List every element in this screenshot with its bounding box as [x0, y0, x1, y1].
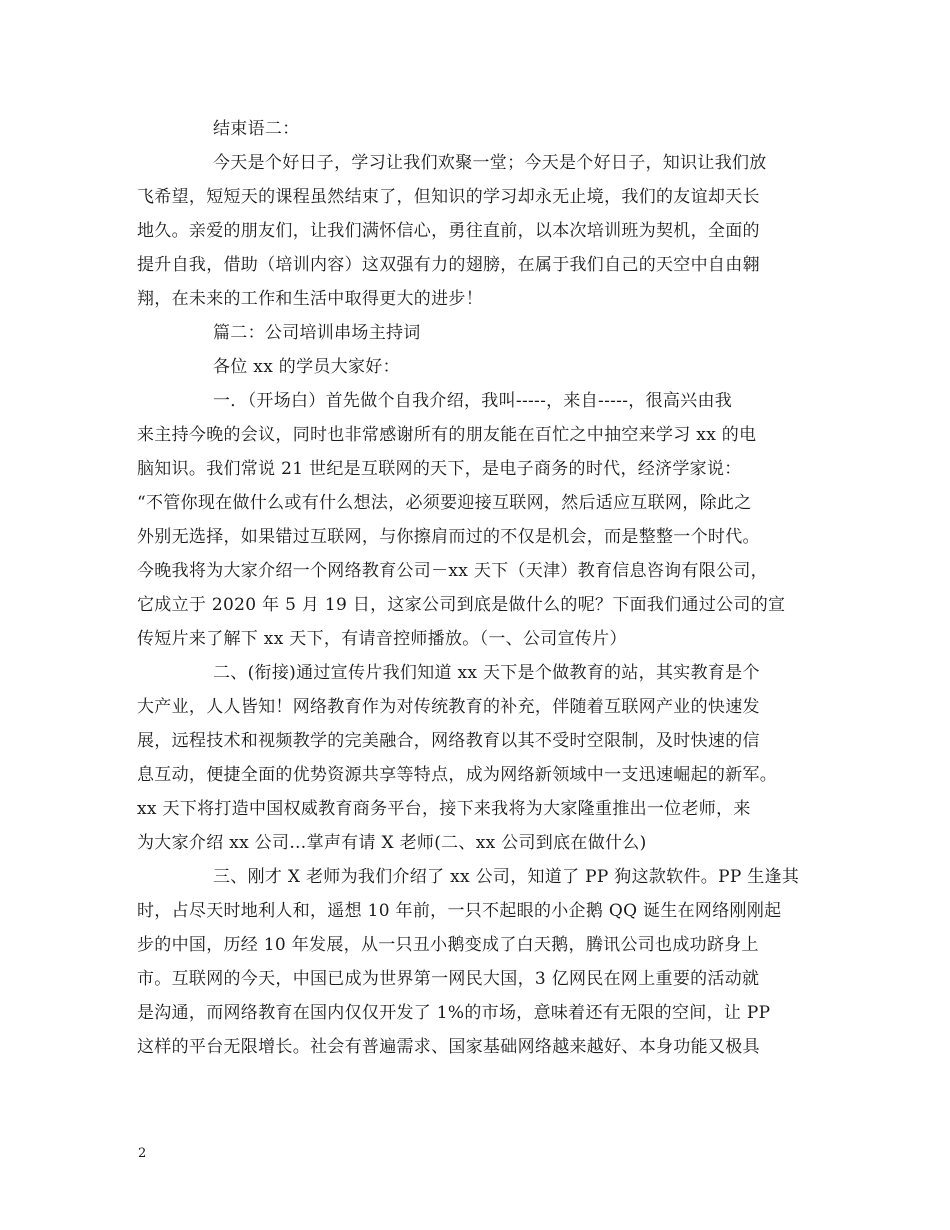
page-number: 2	[138, 1146, 147, 1161]
text-line: 结束语二：	[213, 119, 300, 139]
text-line: 飞希望，短短天的课程虽然结束了，但知识的学习却永无止境，我们的友谊却天长	[137, 187, 760, 207]
text-line: 今晚我将为大家介绍一个网络教育公司－xx 天下（天津）教育信息咨询有限公司，	[137, 561, 768, 581]
text-line: 是沟通，而网络教育在国内仅仅开发了 1%的市场，意味着还有无限的空间，让 PP	[137, 1003, 771, 1023]
text-line: 它成立于 2020 年 5 月 19 日，这家公司到底是做什么的呢？下面我们通过公司的宣	[137, 595, 786, 615]
greeting	[137, 350, 813, 384]
text-line: 一．（开场白）首先做个自我介绍，我叫-----，来自-----，很高兴由我	[213, 391, 733, 411]
text-line: 脑知识。我们常说 21 世纪是互联网的天下，是电子商务的时代，经济学家说：	[137, 459, 742, 479]
document-body	[137, 112, 813, 1064]
text-line: 步的中国，历经 10 年发展，从一只丑小鹅变成了白天鹅，腾讯公司也成功跻身上	[137, 935, 759, 955]
text-line: 市。互联网的今天，中国已成为世界第一网民大国，3 亿网民在网上重要的活动就	[137, 969, 760, 989]
paragraph-closing-title	[137, 112, 813, 146]
section-heading	[137, 316, 813, 350]
text-line: 各位 xx 的学员大家好：	[213, 357, 400, 377]
text-line: 地久。亲爱的朋友们，让我们满怀信心，勇往直前，以本次培训班为契机，全面的	[137, 221, 760, 241]
text-line: 为大家介绍 xx 公司…掌声有请 X 老师(二、xx 公司到底在做什么)	[137, 833, 647, 853]
text-line: 大产业，人人皆知！网络教育作为对传统教育的补充，伴随着互联网产业的快速发	[137, 697, 760, 717]
text-line: 翔，在未来的工作和生活中取得更大的进步！	[137, 289, 483, 309]
paragraph-transition	[137, 656, 813, 860]
paragraph-opening	[137, 384, 813, 656]
text-line: 展，远程技术和视频教学的完美融合，网络教育以其不受时空限制，及时快速的信	[137, 731, 760, 751]
text-line: 时，占尽天时地利人和，遥想 10 年前，一只不起眼的小企鹅 QQ 诞生在网络刚刚起	[137, 901, 782, 921]
text-line: “不管你现在做什么或有什么想法，必须要迎接互联网，然后适应互联网，除此之	[137, 493, 752, 513]
text-line: 传短片来了解下 xx 天下，有请音控师播放。（一、公司宣传片）	[137, 629, 627, 649]
paragraph-third	[137, 860, 813, 1064]
text-line: 外别无选择，如果错过互联网，与你擦肩而过的不仅是机会，而是整整一个时代。	[137, 527, 760, 547]
text-line: 来主持今晚的会议，同时也非常感谢所有的朋友能在百忙之中抽空来学习 xx 的电	[137, 425, 757, 445]
text-line: 三、刚才 X 老师为我们介绍了 xx 公司，知道了 PP 狗这款软件。PP 生逢其	[213, 867, 800, 887]
text-line: 今天是个好日子，学习让我们欢聚一堂；今天是个好日子，知识让我们放	[213, 153, 767, 173]
text-line: 提升自我，借助（培训内容）这双强有力的翅膀，在属于我们自己的天空中自由翱	[137, 255, 760, 275]
text-line: 二、(衔接)通过宣传片我们知道 xx 天下是个做教育的站，其实教育是个	[213, 663, 760, 683]
paragraph-closing-body	[137, 146, 813, 316]
text-line: 这样的平台无限增长。社会有普遍需求、国家基础网络越来越好、本身功能又极具	[137, 1037, 760, 1057]
text-line: 息互动，便捷全面的优势资源共享等特点，成为网络新领域中一支迅速崛起的新军。	[137, 765, 778, 785]
text-line: xx 天下将打造中国权威教育商务平台，接下来我将为大家隆重推出一位老师，来	[137, 799, 751, 819]
text-line: 篇二：公司培训串场主持词	[213, 323, 421, 343]
